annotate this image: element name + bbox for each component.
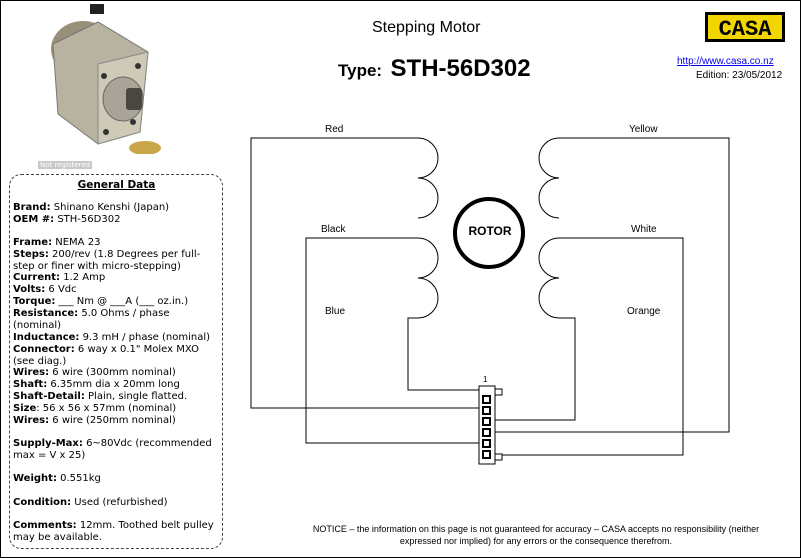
disclaimer-notice: NOTICE – the information on this page is not guaranteed for accuracy – CASA accepts no responsibility (neither expressed nor implied) for any errors or the consequence therefrom. — [312, 524, 760, 546]
connector — [479, 386, 502, 464]
spec-connector: Connector: 6 way x 0.1" Molex MXO (see diag.) — [13, 344, 199, 367]
spec-torque: Torque: ___ Nm @ ___A (___ oz.in.) — [13, 296, 189, 307]
spec-shaft: Shaft: 6.35mm dia x 20mm long — [13, 379, 180, 390]
connector-pin-label: 1 — [483, 375, 488, 384]
wire-orange — [494, 318, 575, 420]
spec-comments: Comments: 12mm. Toothed belt pulley may be available. — [13, 520, 214, 543]
type-label: Type: — [338, 61, 383, 80]
spec-volts: Volts: 6 Vdc — [13, 284, 77, 295]
left-coil — [418, 138, 438, 318]
wire-black — [306, 238, 480, 443]
wire-label-blue: Blue — [325, 306, 346, 317]
spec-brand: Brand: Shinano Kenshi (Japan) — [13, 202, 170, 213]
page-title: Stepping Motor — [372, 19, 481, 36]
spec-wires: Wires: 6 wire (300mm nominal) — [13, 367, 176, 378]
wire-label-black: Black — [321, 224, 346, 235]
right-coil — [539, 138, 559, 318]
logo-text: CASA — [718, 17, 772, 42]
spec-inductance: Inductance: 9.3 mH / phase (nominal) — [13, 332, 211, 343]
website-link[interactable]: http://www.casa.co.nz — [677, 56, 774, 67]
wire-label-red: Red — [325, 124, 344, 135]
spec-oem: OEM #: STH-56D302 — [13, 214, 121, 225]
wire-yellow — [494, 138, 729, 432]
rotor-label: ROTOR — [468, 224, 512, 238]
spec-current: Current: 1.2 Amp — [13, 272, 106, 283]
spec-resistance: Resistance: 5.0 Ohms / phase (nominal) — [13, 308, 170, 331]
general-data-heading: General Data — [77, 179, 156, 191]
wire-white — [494, 238, 683, 455]
spec-supply-max: Supply-Max: 6~80Vdc (recommended max = V x 25) — [13, 438, 212, 461]
spec-steps: Steps: 200/rev (1.8 Degrees per full-step or finer with micro-stepping) — [13, 249, 201, 272]
wire-label-orange: Orange — [627, 306, 661, 317]
spec-frame: Frame: NEMA 23 — [13, 237, 101, 248]
wire-label-yellow: Yellow — [629, 124, 658, 135]
spec-size: Size: 56 x 56 x 57mm (nominal) — [13, 403, 177, 414]
spec-shaft-detail: Shaft-Detail: Plain, single flatted. — [13, 391, 188, 402]
wire-label-white: White — [631, 224, 657, 235]
edition-date: Edition: 23/05/2012 — [696, 70, 783, 81]
spec-weight: Weight: 0.551kg — [13, 473, 101, 484]
model-number: STH-56D302 — [390, 55, 531, 82]
spec-wires-2: Wires: 6 wire (250mm nominal) — [13, 415, 176, 426]
watermark-label: Not registered — [40, 161, 91, 169]
spec-condition: Condition: Used (refurbished) — [13, 497, 168, 508]
wire-blue — [408, 318, 480, 390]
wire-red — [251, 138, 480, 408]
